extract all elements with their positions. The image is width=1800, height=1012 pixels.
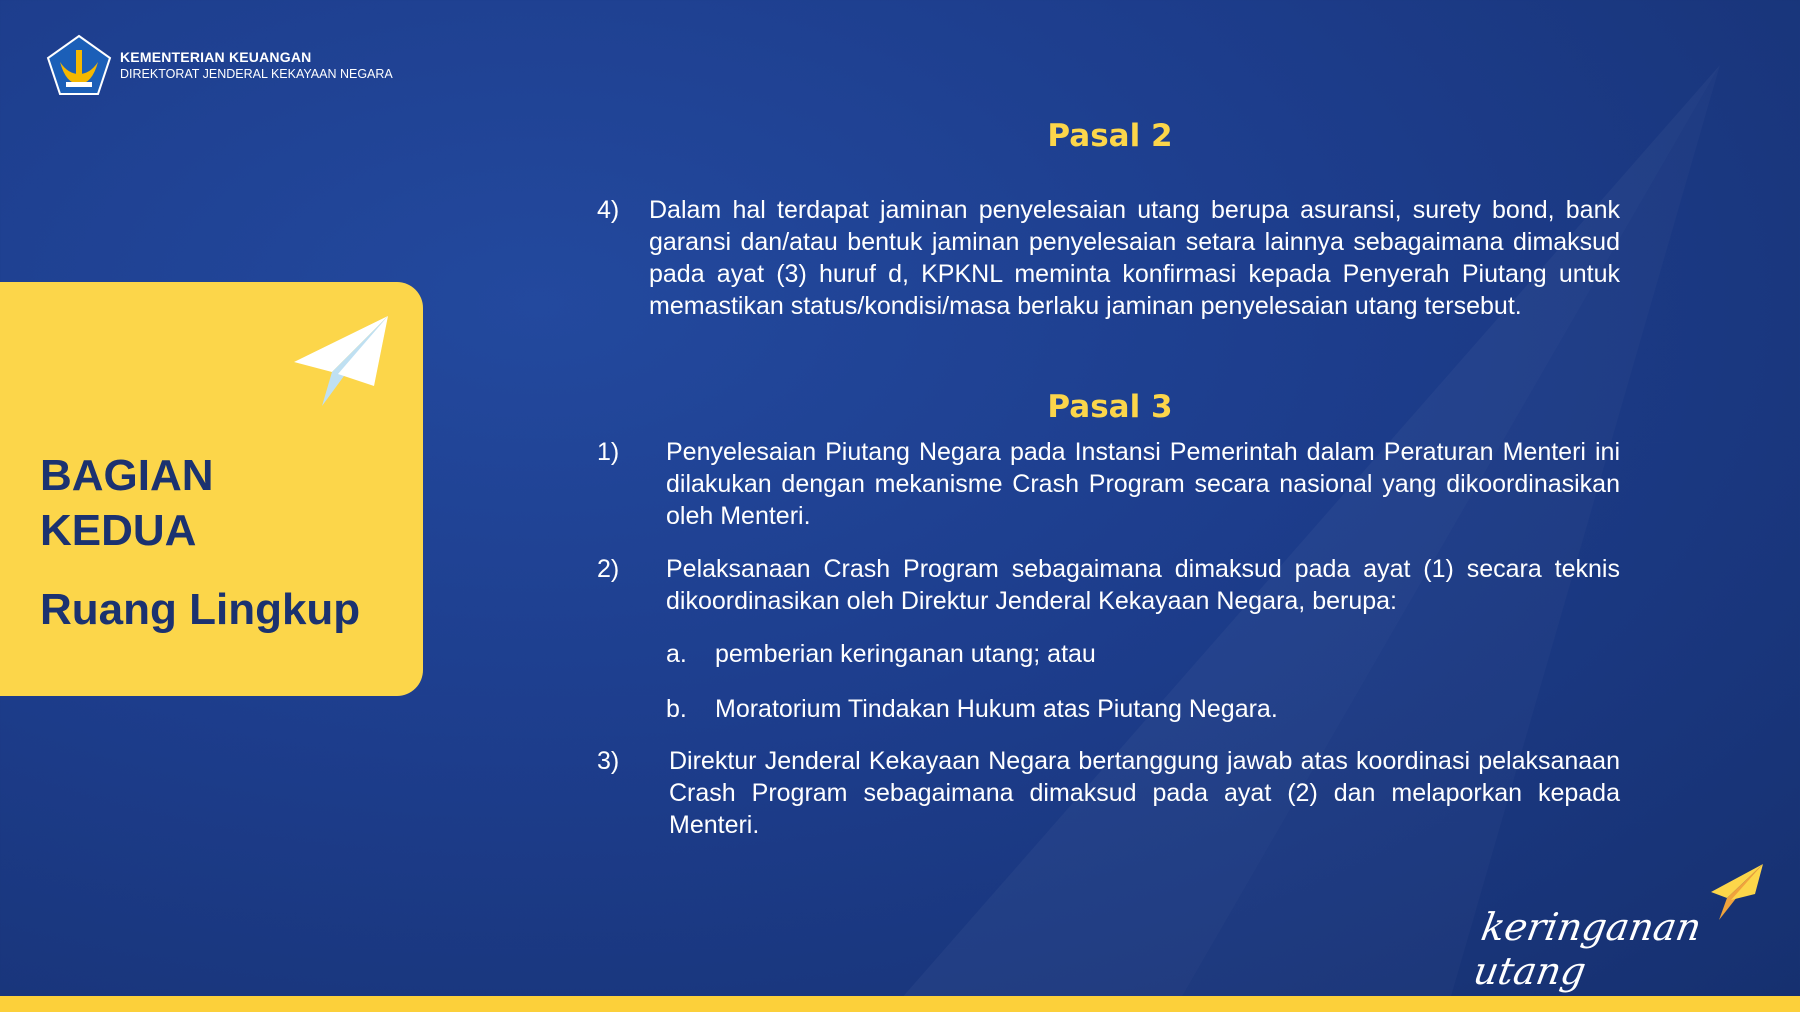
pasal-3-item-1: Penyelesaian Piutang Negara pada Instansi Pemerintah dalam Peraturan Menteri ini dilakukan dengan mekanisme Crash Program secara nasional yang dikoordinasikan oleh Menteri. [666,438,1620,530]
footer-band [0,996,1800,1012]
brand-tagline: keringanan utang [1470,905,1705,993]
section-card [0,282,423,696]
item-number: 2) [597,555,620,583]
pasal-3-item-3: Direktur Jenderal Kekayaan Negara bertanggung jawab atas koordinasi pelaksanaan Crash Program sebagaimana dimaksud pada ayat (2) dan melaporkan kepada Menteri. [669,747,1620,839]
pasal-2-item-4: Dalam hal terdapat jaminan penyelesaian utang berupa asuransi, surety bond, bank garansi dan/atau bentuk jaminan penyelesaian setara lainnya sebagaimana dimaksud pada ayat (3) huruf d, KPKNL meminta konfirmasi kepada Penyerah Piutang untuk memastikan status/kondisi/masa berlaku jaminan penyelesaian utang tersebut. [649,196,1620,320]
item-number: 1) [597,438,620,466]
ministry-logo [46,34,393,96]
subitem-letter: a. [666,640,687,668]
pasal-3-subitem-a: pemberian keringanan utang; atau [715,640,1096,668]
logo-title: KEMENTERIAN KEUANGAN [120,49,312,65]
pasal-3-title: Pasal 3 [1047,389,1173,425]
section-label-line2: KEDUA [40,506,197,555]
pasal-2-title: Pasal 2 [1047,118,1173,154]
pasal-3-item-2: Pelaksanaan Crash Program sebagaimana dimaksud pada ayat (1) secara teknis dikoordinasikan oleh Direktur Jenderal Kekayaan Negara, berupa: [666,555,1620,615]
logo-subtitle: DIREKTORAT JENDERAL KEKAYAAN NEGARA [120,67,393,81]
item-number: 4) [597,196,620,224]
section-subtitle: Ruang Lingkup [40,585,361,634]
ministry-emblem-icon [46,34,112,96]
item-number: 3) [597,747,620,775]
section-label-line1: BAGIAN [40,451,214,500]
pasal-3-subitem-b: Moratorium Tindakan Hukum atas Piutang Negara. [715,695,1278,723]
subitem-letter: b. [666,695,687,723]
